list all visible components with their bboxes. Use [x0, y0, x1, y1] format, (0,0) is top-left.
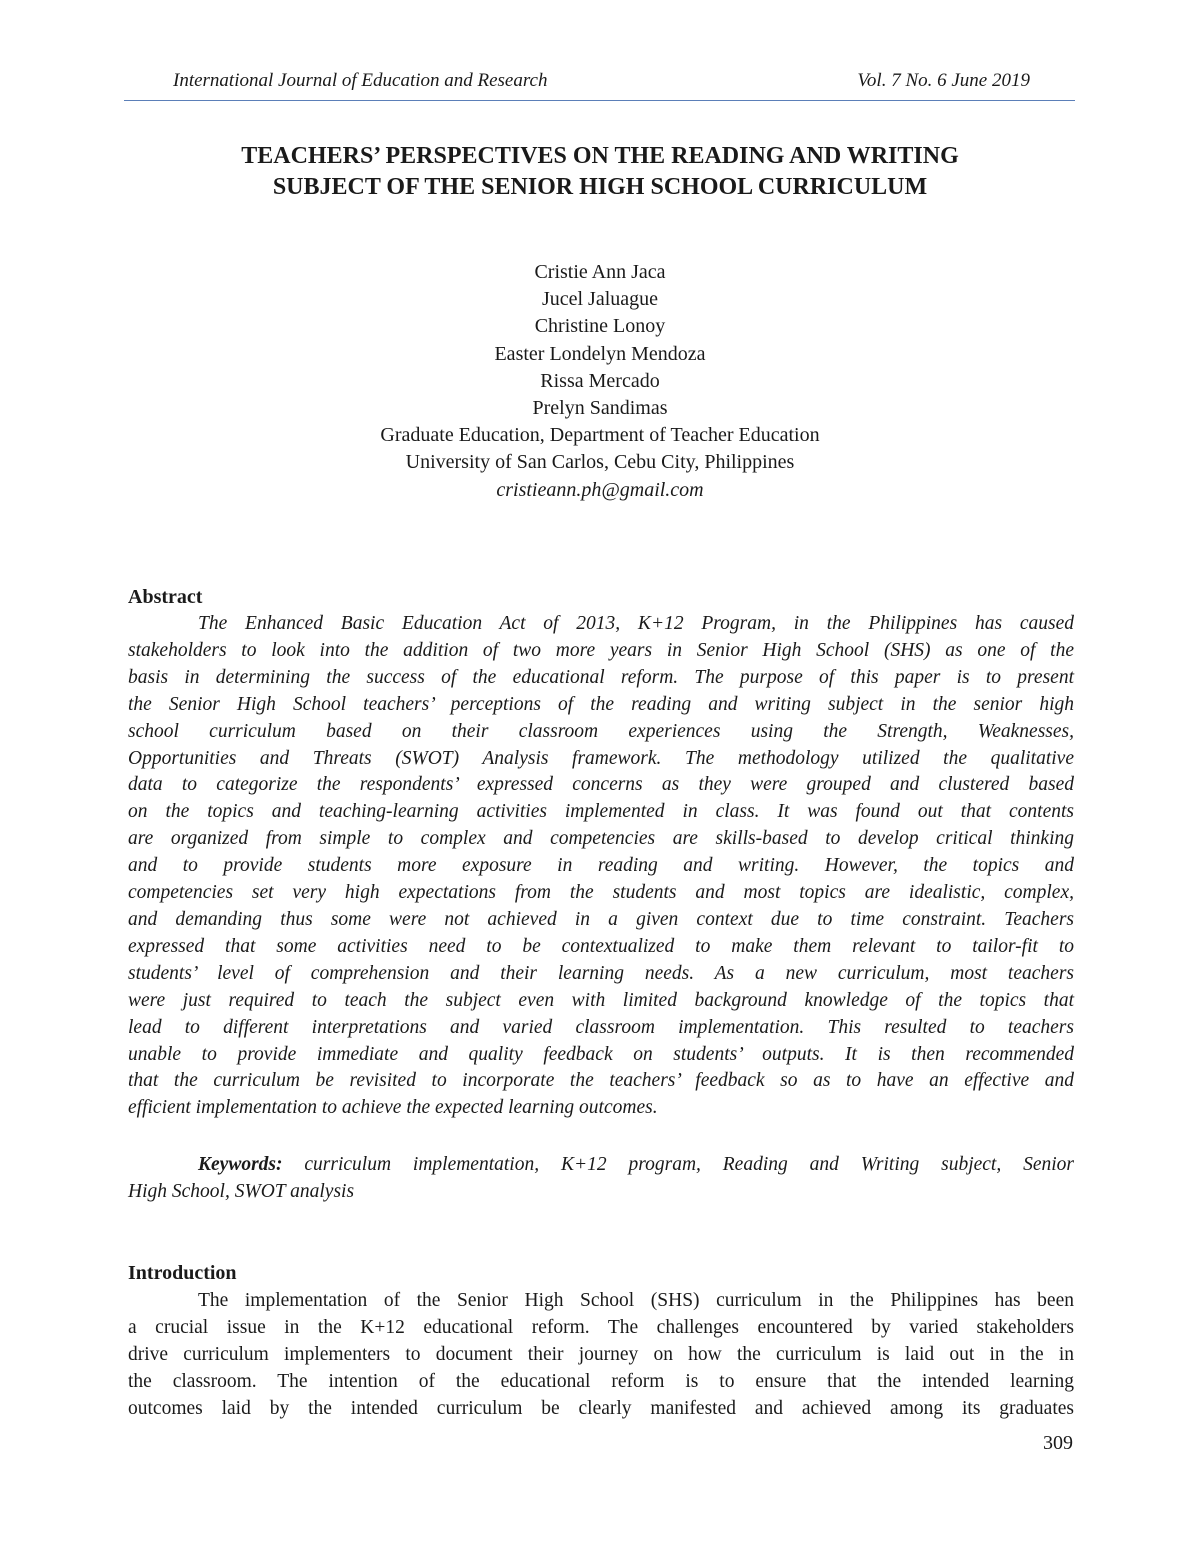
author-block: [130, 259, 1070, 504]
keywords-label: Keywords:: [198, 1154, 283, 1175]
page-number: 309: [1043, 1432, 1073, 1454]
author-name: Christine Lonoy: [534, 315, 666, 338]
abstract-line: the Senior High School teachers’ perceptions of the reading and writing subject in the senior high: [128, 693, 1074, 715]
abstract-line: that the curriculum be revisited to incorporate the teachers’ feedback so as to have an effective and: [128, 1070, 1074, 1092]
keywords-block: [128, 1152, 1074, 1206]
author-name: Easter Londelyn Mendoza: [494, 342, 706, 365]
abstract-line: lead to different interpretations and varied classroom implementation. This resulted to teachers: [128, 1016, 1074, 1038]
intro-line: The implementation of the Senior High School (SHS) curriculum in the Philippines has been: [198, 1290, 1074, 1311]
author-name: Prelyn Sandimas: [532, 397, 668, 420]
introduction-heading: Introduction: [128, 1262, 237, 1284]
abstract-line: Opportunities and Threats (SWOT) Analysis framework. The methodology utilized the qualitative: [128, 747, 1074, 769]
author-name: Cristie Ann Jaca: [534, 261, 666, 283]
paper-title: [130, 141, 1070, 203]
journal-name: International Journal of Education and Research: [173, 70, 548, 91]
abstract-line: students’ level of comprehension and their learning needs. As a new curriculum, most teachers: [128, 962, 1074, 984]
abstract-line: are organized from simple to complex and competencies are skills-based to develop critical thinking: [128, 828, 1074, 850]
university: University of San Carlos, Cebu City, Philippines: [405, 451, 795, 474]
intro-line: outcomes laid by the intended curriculum be clearly manifested and achieved among its graduates: [128, 1397, 1074, 1419]
abstract-line: school curriculum based on their classroom experiences using the Strength, Weaknesses,: [128, 720, 1074, 742]
abstract-line: basis in determining the success of the educational reform. The purpose of this paper is to present: [128, 666, 1074, 688]
intro-line: drive curriculum implementers to document their journey on how the curriculum is laid out in the in: [128, 1343, 1074, 1365]
abstract-heading: Abstract: [128, 586, 203, 608]
department: Graduate Education, Department of Teacher Education: [380, 424, 820, 447]
keywords-line: [128, 1152, 1074, 1179]
keywords-text: curriculum implementation, K+12 program, Reading and Writing subject, Senior: [304, 1154, 1075, 1175]
abstract-line: and demanding thus some were not achieved in a given context due to time constraint. Teachers: [128, 908, 1074, 930]
header-divider: [124, 100, 1075, 101]
abstract-line: data to categorize the respondents’ expressed concerns as they were grouped and clustered based: [128, 774, 1074, 796]
abstract-line: efficient implementation to achieve the expected learning outcomes.: [128, 1097, 658, 1119]
abstract-line: competencies set very high expectations from the students and most topics are idealistic, complex,: [128, 882, 1074, 904]
author-email: cristieann.ph@gmail.com: [496, 478, 704, 501]
abstract-body: [128, 611, 1074, 1122]
abstract-line: expressed that some activities need to be contextualized to make them relevant to tailor-fit to: [128, 935, 1074, 957]
author-name: Rissa Mercado: [540, 369, 660, 392]
title-line: TEACHERS’ PERSPECTIVES ON THE READING AND WRITING: [241, 143, 959, 169]
keywords-text: High School, SWOT analysis: [128, 1180, 355, 1202]
introduction-body: [128, 1288, 1074, 1423]
volume-info: Vol. 7 No. 6 June 2019: [857, 70, 1030, 91]
title-line: SUBJECT OF THE SENIOR HIGH SCHOOL CURRICULUM: [272, 174, 928, 200]
abstract-line: and to provide students more exposure in reading and writing. However, the topics and: [128, 855, 1074, 877]
intro-line: the classroom. The intention of the educational reform is to ensure that the intended learning: [128, 1370, 1074, 1392]
abstract-line: stakeholders to look into the addition of two more years in Senior High School (SHS) as one of the: [128, 639, 1074, 661]
author-name: Jucel Jaluague: [541, 288, 659, 311]
intro-line: a crucial issue in the K+12 educational reform. The challenges encountered by varied stakeholders: [128, 1316, 1074, 1338]
abstract-line: on the topics and teaching-learning activities implemented in class. It was found out that contents: [128, 801, 1074, 823]
abstract-line: unable to provide immediate and quality feedback on students’ outputs. It is then recommended: [128, 1043, 1074, 1065]
abstract-line: The Enhanced Basic Education Act of 2013, K+12 Program, in the Philippines has caused: [198, 613, 1074, 634]
abstract-line: were just required to teach the subject even with limited background knowledge of the topics that: [128, 989, 1074, 1011]
